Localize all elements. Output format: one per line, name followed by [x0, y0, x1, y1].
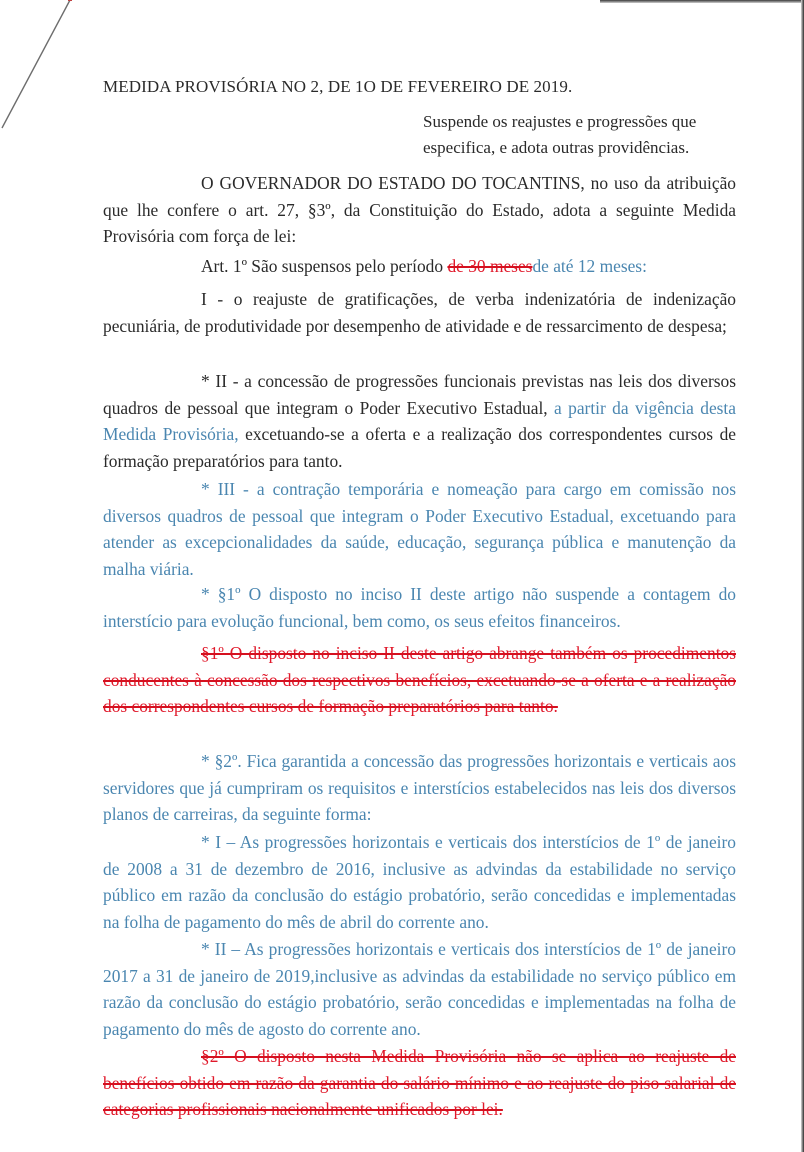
paragraph-2-deleted: §2º O disposto nesta Medida Provisória não se aplica ao reajuste de benefícios obtido em razão da garantia do salário mínimo e ao reajuste do piso salarial de categorias profissionais nacionalmente unificados por lei.: [103, 1046, 736, 1120]
inciso-iii: * III - a contração temporária e nomeação para cargo em comissão nos diversos quadros de pessoal que integram o Poder Executivo Estadual, excetuando para atender as excepcionalidades da saúde, educação, segurança pública e manutenção da malha viária.: [103, 479, 736, 579]
inserted-text: de até 12 meses:: [532, 256, 647, 276]
inciso-ii: [103, 368, 736, 474]
page-edge-top: [600, 0, 804, 3]
article-1: [103, 253, 736, 280]
inciso-i: I - o reajuste de gratificações, de verba indenizatória de indenização pecuniária, de produtividade por desempenho de atividade e de ressarcimento de despesa;: [103, 289, 736, 336]
pen-mark: [0, 0, 100, 140]
paragraph-2-inciso-i: * I – As progressões horizontais e verticais dos interstícios de 1º de janeiro de 2008 a 31 de dezembro de 2016, inclusive as advindas da estabilidade no serviço público em razão da conclusão do estágio probatório, serão concedidas e implementadas na folha de pagamento do mês de abril do corrente ano.: [103, 832, 736, 932]
document-title: MEDIDA PROVISÓRIA NO 2, DE 1O DE FEVEREIRO DE 2019.: [103, 77, 573, 96]
paragraph-1-deleted: §1º O disposto no inciso II deste artigo abrange também os procedimentos conducentes à concessão dos respectivos benefícios, excetuando-se a oferta e a realização dos correspondentes cursos de formação preparatórios para tanto.: [103, 643, 736, 717]
inserted-text: a partir da vigência desta Medida Provisória,: [103, 397, 736, 445]
article-1-text: Art. 1º São suspensos pelo período: [201, 256, 448, 276]
paragraph-1-new: * §1º O disposto no inciso II deste artigo não suspende a contagem do interstício para evolução funcional, bem como, os seus efeitos financeiros.: [103, 584, 736, 631]
deleted-text: de 30 meses: [447, 256, 533, 276]
preamble: O GOVERNADOR DO ESTADO DO TOCANTINS, no uso da atribuição que lhe confere o art. 27, §3º, da Constituição do Estado, adota a seguinte Medida Provisória com força de lei:: [103, 173, 736, 247]
inciso-ii-text-2: excetuando-se a oferta e a realização dos correspondentes cursos de formação preparatórios para tanto.: [103, 424, 736, 471]
ementa: Suspende os reajustes e progressões que especifica, e adota outras providências.: [423, 112, 697, 157]
inciso-ii-text-1: * II - a concessão de progressões funcionais previstas nas leis dos diversos quadros de pessoal que integram o Poder Executivo Estadual,: [103, 371, 736, 418]
paragraph-2-inciso-ii: * II – As progressões horizontais e verticais dos interstícios de 1º de janeiro 2017 a 31 de janeiro de 2019,inclusive as advindas da estabilidade no serviço público em razão da conclusão do estágio probatório, serão concedidas e implementadas na folha de pagamento do mês de agosto do corrente ano.: [103, 939, 736, 1039]
paragraph-2-new: * §2º. Fica garantida a concessão das progressões horizontais e verticais aos servidores que já cumpriram os requisitos e interstícios estabelecidos nas leis dos diversos planos de carreiras, da seguinte forma:: [103, 751, 736, 825]
